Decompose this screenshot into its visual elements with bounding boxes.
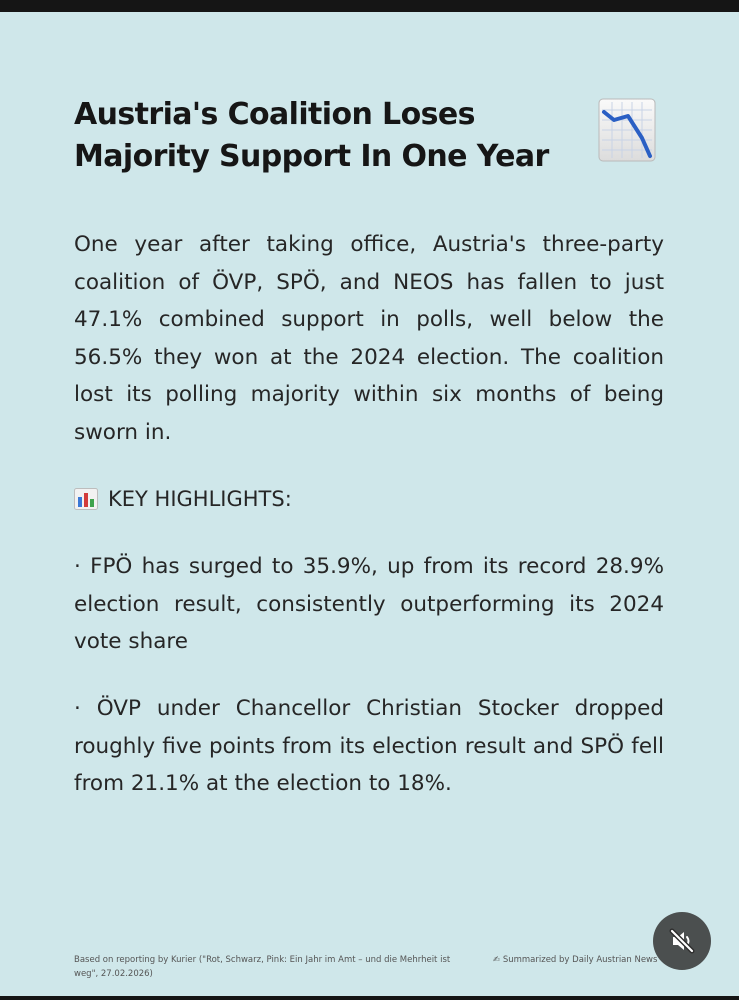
chart-decreasing-icon — [598, 98, 656, 162]
bar-chart-icon — [74, 488, 98, 510]
post-title: Austria's Coalition Loses Majority Support In One Year — [74, 97, 549, 174]
highlights-heading-text: KEY HIGHLIGHTS: — [108, 487, 292, 511]
top-status-bar — [0, 0, 739, 12]
highlight-item-ovp-spo: · ÖVP under Chancellor Christian Stocker dropped roughly five points from its election result and SPÖ fell from 21.1% at the election to 18%. — [74, 696, 664, 796]
footer-credit: ✍ Summarized by Daily Austrian News — [493, 955, 658, 965]
highlights-heading — [74, 482, 664, 516]
speaker-muted-icon — [669, 928, 695, 954]
highlight-item-fpo: · FPÖ has surged to 35.9%, up from its record 28.9% election result, consistently outperforming its 2024 vote share — [74, 554, 664, 654]
footer-source: Based on reporting by Kurier ("Rot, Schwarz, Pink: Ein Jahr im Amt – und die Mehrheit ist weg", 27.02.2026) — [74, 955, 451, 979]
mute-toggle-button[interactable] — [653, 912, 711, 970]
lead-paragraph: One year after taking office, Austria's three-party coalition of ÖVP, SPÖ, and NEOS has fallen to just 47.1% combined support in polls, well below the 56.5% they won at the 2024 election. The coalition lost its polling majority within six months of being sworn in. — [74, 232, 664, 445]
bottom-edge-bar — [0, 996, 739, 1000]
